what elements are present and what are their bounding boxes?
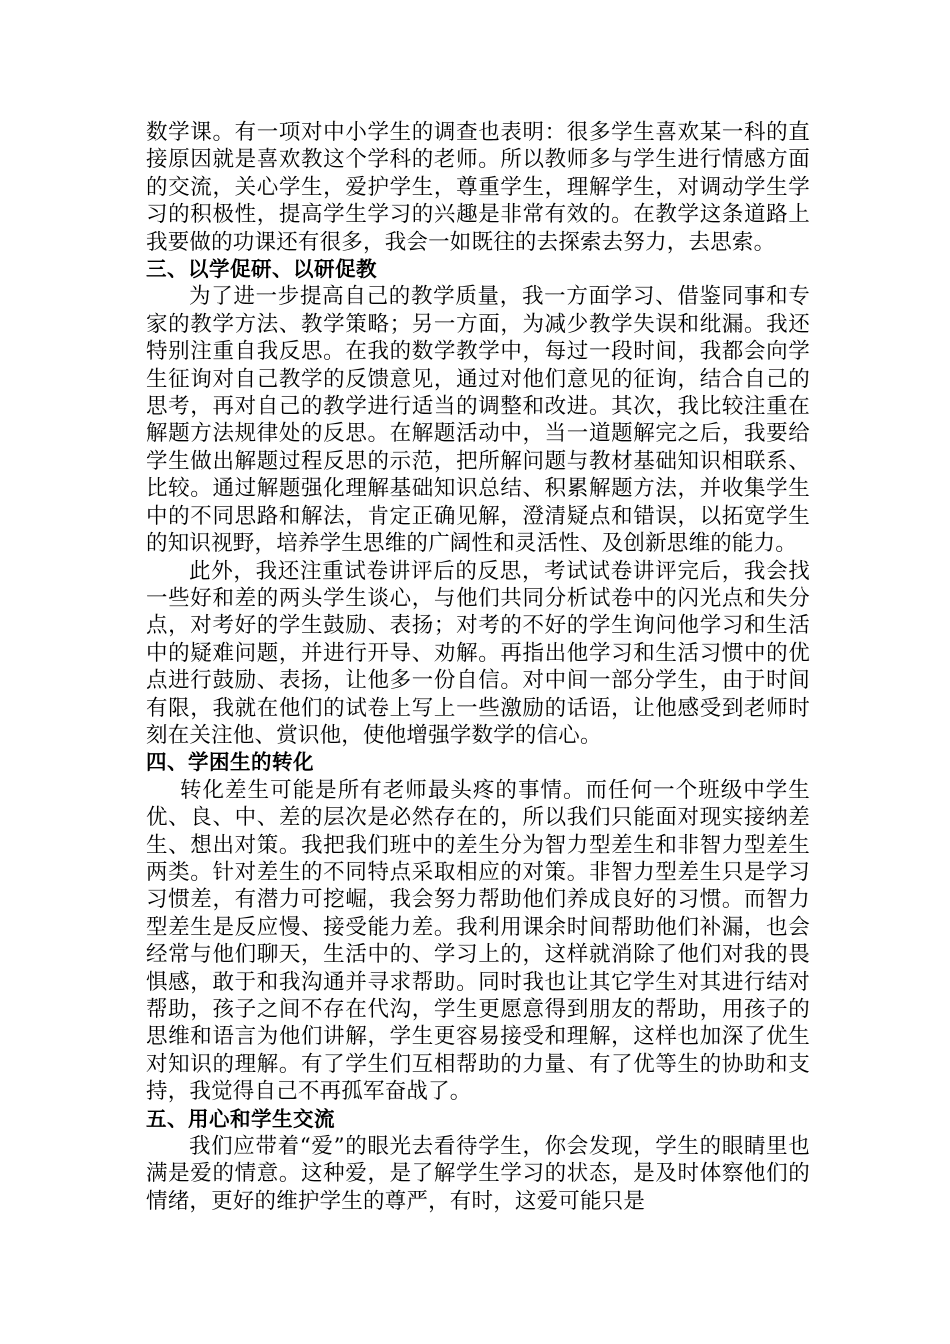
- section-heading-4: 四、学困生的转化: [146, 750, 314, 775]
- section-4-paragraph: 转化差生可能是所有老师最头疼的事情。而任何一个班级中学生优、良、中、差的层次是必然存在的，所以我们只能面对现实接纳差生、想出对策。我把我们班中的差生分为智力型差生和非智力型差生两类。针对差生的不同特点采取相应的对策。非智力型差生只是学习习惯差，有潜力可挖崛，我会努力帮助他们养成良好的习惯。而智力型差生是反应慢、接受能力差。我利用课余时间帮助他们补漏，也会经常与他们聊天，生活中的、学习上的，这样就消除了他们对我的畏惧感，敢于和我沟通并寻求帮助。同时我也让其它学生对其进行结对帮助，孩子之间不存在代沟，学生更愿意得到朋友的帮助，用孩子的思维和语言为他们讲解，学生更容易接受和理解，这样也加深了优生对知识的理解。有了学生们互相帮助的力量、有了优等生的协助和支持，我觉得自己不再孤军奋战了。: [146, 777, 810, 1105]
- section-heading-3: 三、以学促研、以研促教: [146, 257, 377, 282]
- document-body: [146, 119, 810, 1215]
- section-heading-5: 五、用心和学生交流: [146, 1106, 335, 1131]
- section-3-paragraph-1: 为了进一步提高自己的教学质量，我一方面学习、借鉴同事和专家的教学方法、教学策略；另一方面，为减少教学失误和纰漏。我还特别注重自我反思。在我的数学教学中，每过一段时间，我都会向学生征询对自己教学的反馈意见，通过对他们意见的征询，结合自己的思考，再对自己的教学进行适当的调整和改进。其次，我比较注重在解题方法规律处的反思。在解题活动中，当一道题解完之后，我要给学生做出解题过程反思的示范，把所解问题与教材基础知识相联系、比较。通过解题强化理解基础知识总结、积累解题方法，并收集学生中的不同思路和解法，肯定正确见解，澄清疑点和错误，以拓宽学生的知识视野，培养学生思维的广阔性和灵活性、及创新思维的能力。: [146, 284, 810, 557]
- section-5-paragraph: 我们应带着“爱”的眼光去看待学生，你会发现，学生的眼睛里也满是爱的情意。这种爱，是了解学生学习的状态，是及时体察他们的情绪，更好的维护学生的尊严，有时，这爱可能只是: [146, 1134, 810, 1214]
- intro-paragraph: 数学课。有一项对中小学生的调查也表明：很多学生喜欢某一科的直接原因就是喜欢教这个学科的老师。所以教师多与学生进行情感方面的交流，关心学生，爱护学生，尊重学生，理解学生，对调动学生学习的积极性，提高学生学习的兴趣是非常有效的。在教学这条道路上我要做的功课还有很多，我会一如既往的去探索去努力，去思索。: [146, 120, 810, 255]
- section-3-paragraph-2: 此外，我还注重试卷讲评后的反思，考试试卷讲评完后，我会找一些好和差的两头学生谈心，与他们共同分析试卷中的闪光点和失分点，对考好的学生鼓励、表扬；对考的不好的学生询问他学习和生活中的疑难问题，并进行开导、劝解。再指出他学习和生活习惯中的优点进行鼓励、表扬，让他多一份自信。对中间一部分学生，由于时间有限，我就在他们的试卷上写上一些激励的话语，让他感受到老师时刻在关注他、赏识他，使他增强学数学的信心。: [146, 558, 810, 748]
